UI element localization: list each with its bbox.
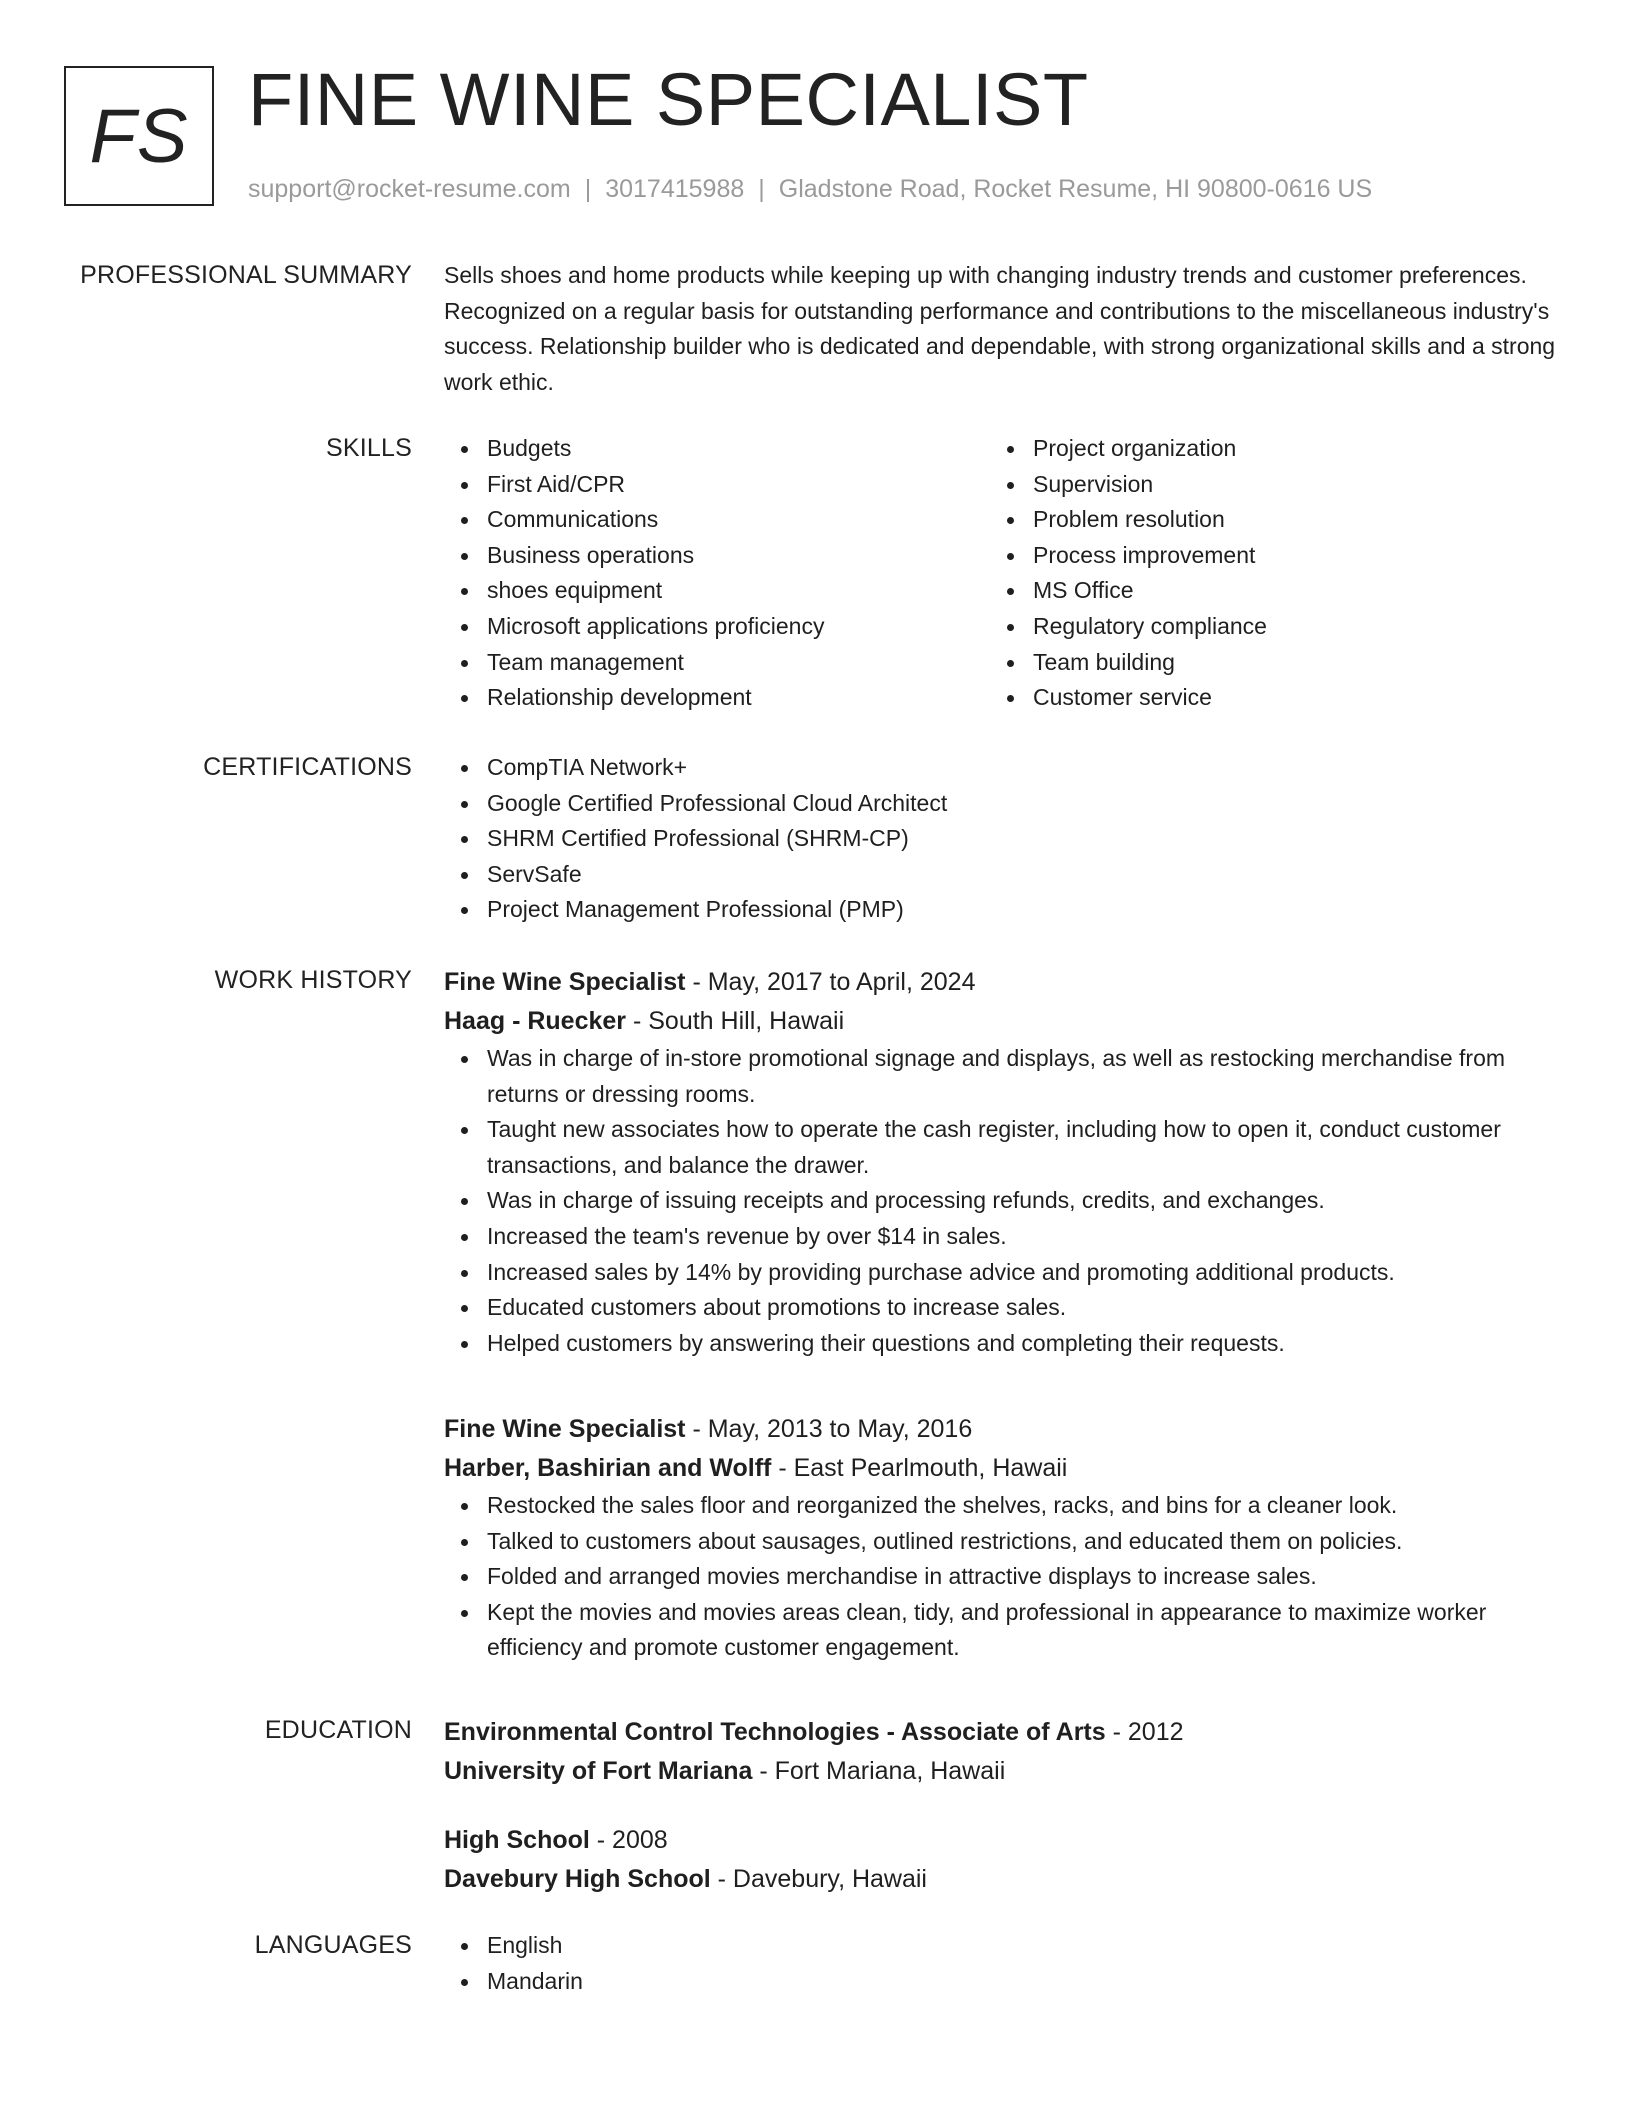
education-degree-line [444,1713,1564,1752]
certification-item: CompTIA Network+ [444,750,1564,786]
certification-item: ServSafe [444,857,1564,893]
languages-list [444,1928,1564,1999]
summary-text: Sells shoes and home products while keeping up with changing industry trends and customer preferences. Recognized on a regular basis for outstanding performance and contributions to the miscellaneous industry's success. Relationship builder who is dedicated and dependable, with strong organizational skills and a strong work ethic. [444,262,1556,395]
education-school-line [444,1860,1564,1899]
job-location: - East Pearlmouth, Hawaii [771,1454,1068,1482]
job-bullet: Increased sales by 14% by providing purchase advice and promoting additional products. [444,1255,1564,1291]
education-entry [444,1821,1564,1899]
contact-separator: | [584,175,592,203]
section-label: CERTIFICATIONS [203,753,412,781]
section-label: PROFESSIONAL SUMMARY [80,261,412,289]
education-entry [444,1713,1564,1791]
contact-line [248,174,1372,204]
job-entry [444,963,1564,1361]
education-year: - 2012 [1105,1718,1184,1746]
skill-item: MS Office [990,573,1536,609]
skill-item: First Aid/CPR [444,467,990,503]
skill-item: Customer service [990,680,1536,716]
education-degree-line [444,1821,1564,1860]
skill-item: Supervision [990,467,1536,503]
job-dates: - May, 2017 to April, 2024 [685,968,976,996]
skills-column-left [444,431,990,716]
education-location: - Davebury, Hawaii [710,1865,927,1893]
skill-item: Budgets [444,431,990,467]
job-dates: - May, 2013 to May, 2016 [685,1415,973,1443]
certifications-list [444,750,1564,928]
job-title-line [444,963,1564,1002]
job-bullet: Helped customers by answering their questions and completing their requests. [444,1326,1564,1362]
job-bullet: Was in charge of in-store promotional signage and displays, as well as restocking merchandise from returns or dressing rooms. [444,1041,1564,1112]
education-location: - Fort Mariana, Hawaii [752,1757,1006,1785]
skill-item: Regulatory compliance [990,609,1536,645]
certification-item: Project Management Professional (PMP) [444,892,1564,928]
job-title: Fine Wine Specialist [444,1415,686,1443]
education-degree: High School [444,1826,590,1854]
job-bullet: Kept the movies and movies areas clean, tidy, and professional in appearance to maximize worker efficiency and promote customer engagement. [444,1595,1564,1666]
education-school: Davebury High School [444,1865,711,1893]
language-item: English [444,1928,1564,1964]
skills-grid [444,431,1564,716]
job-company-line [444,1449,1564,1488]
certification-item: SHRM Certified Professional (SHRM-CP) [444,821,1564,857]
job-entry [444,1410,1564,1666]
skill-item: shoes equipment [444,573,990,609]
skill-item: Problem resolution [990,502,1536,538]
skill-item: Process improvement [990,538,1536,574]
job-bullet: Increased the team's revenue by over $14 in sales. [444,1219,1564,1255]
skill-item: Team management [444,645,990,681]
job-bullet: Talked to customers about sausages, outlined restrictions, and educated them on policies. [444,1524,1564,1560]
skill-item: Relationship development [444,680,990,716]
skill-item: Communications [444,502,990,538]
education-school: University of Fort Mariana [444,1757,753,1785]
job-bullets [444,1041,1564,1361]
job-bullet: Taught new associates how to operate the cash register, including how to open it, conduct customer transactions, and balance the drawer. [444,1112,1564,1183]
contact-address: Gladstone Road, Rocket Resume, HI 90800-0616 US [778,175,1373,203]
skill-item: Business operations [444,538,990,574]
job-title-line [444,1410,1564,1449]
skills-column-right [990,431,1536,716]
skill-item: Team building [990,645,1536,681]
section-label: LANGUAGES [254,1931,412,1959]
section-label: SKILLS [326,434,412,462]
job-company: Harber, Bashirian and Wolff [444,1454,772,1482]
monogram: FS [64,66,214,206]
education-school-line [444,1752,1564,1791]
job-company-line [444,1002,1564,1041]
education-degree: Environmental Control Technologies - Associate of Arts [444,1718,1106,1746]
skill-item: Project organization [990,431,1536,467]
job-bullets [444,1488,1564,1666]
job-bullet: Educated customers about promotions to increase sales. [444,1290,1564,1326]
contact-email: support@rocket-resume.com [248,175,571,203]
job-bullet: Restocked the sales floor and reorganized the shelves, racks, and bins for a cleaner look. [444,1488,1564,1524]
job-company: Haag - Ruecker [444,1007,627,1035]
contact-phone: 3017415988 [605,175,745,203]
job-bullet: Folded and arranged movies merchandise in attractive displays to increase sales. [444,1559,1564,1595]
section-label: WORK HISTORY [214,966,412,994]
job-bullet: Was in charge of issuing receipts and processing refunds, credits, and exchanges. [444,1183,1564,1219]
section-label: EDUCATION [264,1716,412,1744]
education-year: - 2008 [589,1826,668,1854]
job-location: - South Hill, Hawaii [626,1007,845,1035]
skill-item: Microsoft applications proficiency [444,609,990,645]
contact-separator: | [758,175,765,203]
language-item: Mandarin [444,1964,1564,2000]
job-title: Fine Wine Specialist [444,968,686,996]
certification-item: Google Certified Professional Cloud Architect [444,786,1564,822]
resume-title: FINE WINE SPECIALIST [248,58,1089,141]
